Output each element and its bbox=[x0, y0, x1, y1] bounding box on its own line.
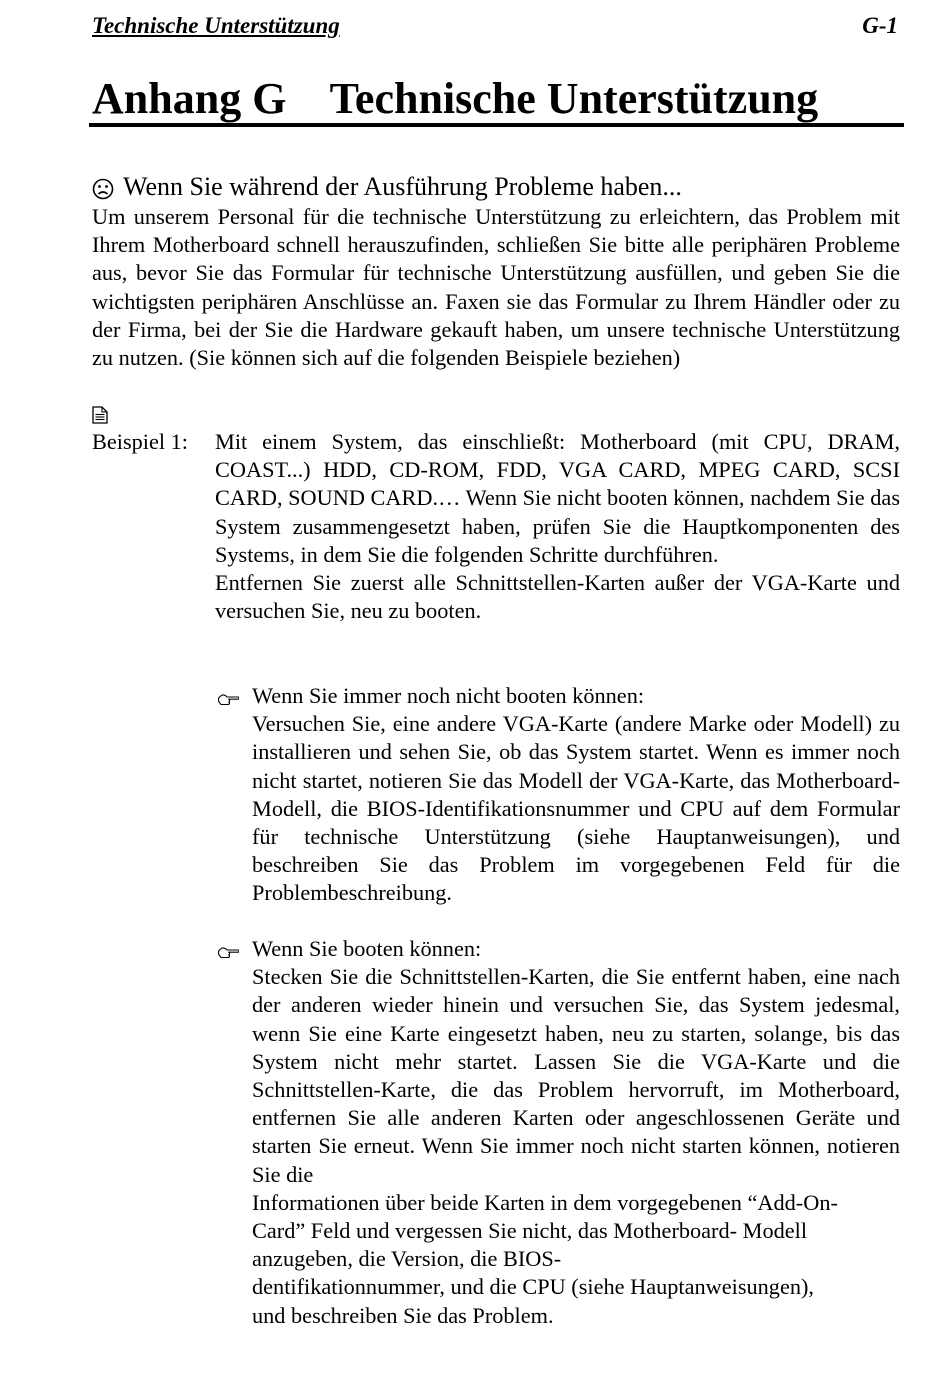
tip-2-line-4: dentifikationnummer, und die CPU (siehe Hauptanweisungen), bbox=[252, 1274, 814, 1300]
tip-2-body: Stecken Sie die Schnittstellen-Karten, die Sie entfernt haben, eine nach der anderen wieder hinein und versuchen Sie, das System jedesmal, wenn Sie eine Karte eingesetzt haben, neu zu starten, solange, bis das System nicht mehr startet. Lassen Sie die VGA-Karte und die Schnittstellen-Karte, die das Problem hervorruft, im Motherboard, entfernen Sie alle anderen Karten oder angeschlossenen Geräte und starten Sie erneut. Wenn Sie immer noch nicht starten können, notieren Sie die bbox=[252, 964, 900, 1187]
title-rule bbox=[89, 123, 904, 127]
tip-1-heading: Wenn Sie immer noch nicht booten können: bbox=[252, 683, 645, 708]
tip-can-boot bbox=[215, 935, 900, 1330]
tip-2-heading: Wenn Sie booten können: bbox=[252, 936, 482, 961]
tip-2-line-3: anzugeben, die Version, die BIOS- bbox=[252, 1246, 562, 1272]
tip-2-line-5: und beschreiben Sie das Problem. bbox=[252, 1302, 554, 1328]
document-icon bbox=[92, 406, 108, 424]
problem-heading-text: Wenn Sie während der Ausführung Probleme haben... bbox=[123, 172, 682, 201]
tip-2-line-1: Informationen über beide Karten in dem vorgegebenen “Add-On- bbox=[252, 1189, 838, 1215]
pointing-hand-icon bbox=[217, 686, 239, 700]
pointing-hand-icon bbox=[217, 939, 239, 953]
frowning-face-icon bbox=[92, 176, 114, 198]
example-body bbox=[215, 428, 900, 625]
tip-2-line-2: Card” Feld und vergessen Sie nicht, das Motherboard- Modell bbox=[252, 1218, 808, 1244]
running-header-section: Technische Unterstützung bbox=[92, 13, 340, 38]
intro-paragraph: Um unserem Personal für die technische Unterstützung zu erleichtern, das Problem mit Ihrem Motherboard schnell herauszufinden, schließen Sie bitte alle periphären Probleme aus, bevor Sie das Formular für technische Unterstützung ausfüllen, und geben Sie die wichtigsten periphären Anschlüsse an. Faxen sie das Formular zu Ihrem Händler oder zu der Firma, bei der Sie die Hardware gekauft haben, um unsere technische Unterstützung zu nutzen. (Sie können sich auf die folgenden Beispiele beziehen) bbox=[92, 204, 900, 371]
example-paragraph-2: Entfernen Sie zuerst alle Schnittstellen-Karten außer der VGA-Karte und versuchen Sie, neu zu booten. bbox=[215, 570, 900, 624]
chapter-title: Anhang G Technische Unterstützung bbox=[92, 74, 819, 123]
example-paragraph-1: Mit einem System, das einschließt: Motherboard (mit CPU, DRAM, COAST...) HDD, CD-ROM, FDD, VGA CARD, MPEG CARD, SCSI CARD, SOUND CARD.… Wenn Sie nicht booten können, nachdem Sie das System zusammengesetzt haben, prüfen Sie die Hauptkomponenten des Systems, in dem Sie die folgenden Schritte durchführen. bbox=[215, 429, 900, 567]
example-label: Beispiel 1: bbox=[92, 429, 188, 454]
tip-cannot-boot bbox=[215, 682, 900, 908]
problem-heading bbox=[92, 171, 682, 203]
running-header bbox=[92, 12, 898, 40]
tip-1-body: Versuchen Sie, eine andere VGA-Karte (andere Marke oder Modell) zu installieren und sehen Sie, ob das System startet. Wenn es immer noch nicht startet, notieren Sie das Modell der VGA-Karte, das Motherboard-Modell, die BIOS-Identifikationsnummer und CPU auf dem Formular für technische Unterstützung (siehe Hauptanweisungen), und beschreiben Sie das Problem im vorgegebenen Feld für die Problembeschreibung. bbox=[252, 711, 900, 906]
page-number: G-1 bbox=[862, 13, 898, 38]
